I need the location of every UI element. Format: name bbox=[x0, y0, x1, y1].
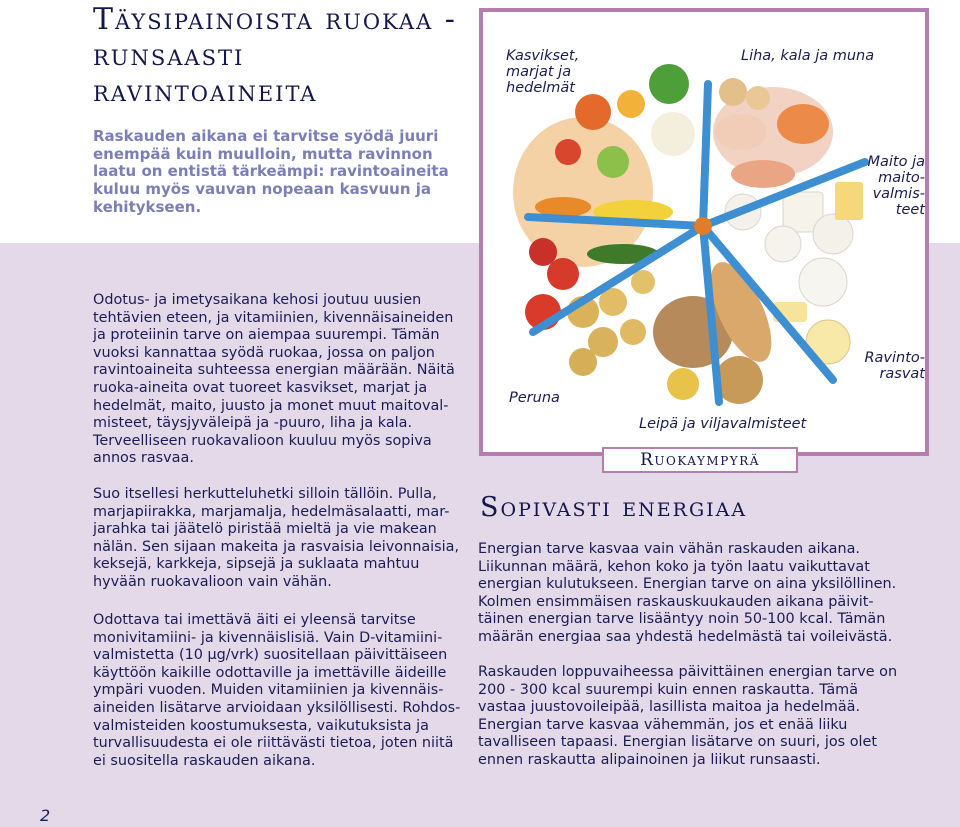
food-circle-center bbox=[694, 217, 712, 235]
label-meat: Liha, kala ja muna bbox=[741, 48, 875, 64]
energy-paragraph-1: Energian tarve kasvaa vain vähän raskauden aikana. Liikunnan määrä, kehon koko ja työn laatu vaikuttavat energian kulutukseen. Energian tarve on aina yksilöllinen. Kolmen ensimmäisen raskauskuukauden aikana päivit-täinen energian tarve lisääntyy noin 50-100 kcal. Tämän määrän energiaa saa yhdestä hedelmästä tai voileivästä. bbox=[478, 541, 897, 645]
food-circle-figure bbox=[479, 8, 929, 456]
page-title: Täysipainoista ruokaa - runsaasti ravintoaineita bbox=[93, 2, 457, 109]
label-fats: Ravinto-rasvat bbox=[864, 350, 925, 382]
body-paragraph-3: Odottava tai imettävä äiti ei yleensä tarvitse monivitamiini- ja kivennäislisiä. Vain D-vitamiini-valmistetta (10 µg/vrk) suositellaan päivittäiseen käyttöön kaikille odottaville ja imettäville äideille ympäri vuoden. Muiden vitamiinien ja kivennäis-aineiden lisätarve arvioidaan yksilöllisesti. Rohdos-valmisteiden koostumuksesta, vaikutuksista ja turvallisuudesta ei ole riittävästi tietoa, joten niitä ei suositella raskauden aikana. bbox=[93, 612, 461, 769]
meat-cluster bbox=[713, 78, 833, 188]
label-potato: Peruna bbox=[509, 390, 560, 406]
label-grains: Leipä ja viljavalmisteet bbox=[639, 416, 807, 432]
label-dairy: Maito ja maito-valmis-teet bbox=[867, 154, 925, 218]
page-number: 2 bbox=[40, 806, 51, 825]
body-paragraph-2: Suo itsellesi herkutteluhetki silloin tällöin. Pulla, marjapiirakka, marjamalja, hedelmäsalaatti, mar-jarahka tai jäätelö piristää mieltä ja vie makean nälän. Sen sijaan makeita ja rasvaisia leivonnaisia, keksejä, karkkeja, sipsejä ja suklaata mahtuu hyvään ruokavalioon vain vähän. bbox=[93, 486, 460, 590]
section-heading: Sopivasti energiaa bbox=[480, 492, 748, 523]
energy-paragraph-2: Raskauden loppuvaiheessa päivittäinen energian tarve on 200 - 300 kcal suurempi kuin ennen raskautta. Tämä vastaa juustovoileipää, lasillista maitoa ja hedelmää. Energian tarve kasvaa vähemmän, jos et enää liiku tavalliseen tapaasi. Energian lisätarve on suuri, jos olet ennen raskautta alipainoinen ja liikut runsaasti. bbox=[478, 664, 898, 768]
intro-paragraph: Raskauden aikana ei tarvitse syödä juuri enempää kuin muulloin, mutta ravinnon laatu on entistä tärkeämpi: ravintoaineita kuluu myös vauvan nopeaan kasvuun ja kehitykseen. bbox=[93, 127, 449, 216]
label-vegetables: Kasvikset, marjat ja hedelmät bbox=[506, 48, 580, 96]
figure-caption: Ruokaympyrä bbox=[602, 447, 798, 473]
body-paragraph-1: Odotus- ja imetysaikana kehosi joutuu uusien tehtävien eteen, ja vitamiinien, kivennäisaineiden ja proteiinin tarve on aiempaa suurempi. Tämän vuoksi kannattaa syödä ruokaa, jossa on paljon ravintoaineita suhteessa energian määrään. Näitä ruoka-aineita ovat tuoreet kasvikset, marjat ja hedelmät, maito, juusto ja monet muut maitoval-misteet, täysjyväleipä ja -puuro, liha ja kala. Terveelliseen ruokavalioon kuuluu myös sopiva annos rasvaa. bbox=[93, 292, 455, 467]
